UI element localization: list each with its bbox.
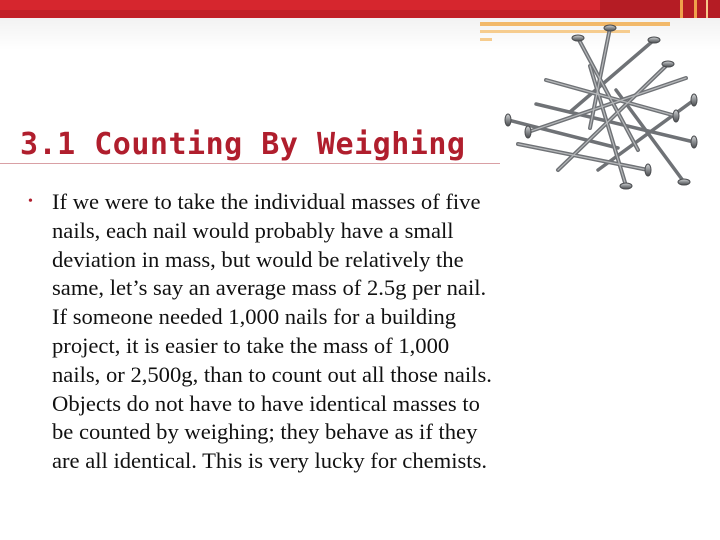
paragraph-line: nails, each nail would probably have a small xyxy=(52,217,454,243)
bullet-item xyxy=(28,188,668,476)
paragraph-line: If we were to take the individual masses of five xyxy=(52,189,481,214)
nails-image xyxy=(498,20,708,200)
paragraph-line: are all identical. This is very lucky for chemists. xyxy=(52,448,488,474)
title-container xyxy=(20,122,540,168)
paragraph-line: Objects do not have to have identical masses to xyxy=(52,390,480,416)
paragraph-line: project, it is easier to take the mass of 1,000 xyxy=(52,332,450,358)
paragraph-line: If someone needed 1,000 nails for a building xyxy=(52,304,457,330)
title-divider xyxy=(0,163,500,164)
paragraph-line: same, let’s say an average mass of 2.5g per nail. xyxy=(52,275,487,301)
bullet-list xyxy=(28,188,668,476)
paragraph-line: nails, or 2,500g, than to count out all those nails. xyxy=(52,361,492,387)
paragraph-line: be counted by weighing; they behave as if they xyxy=(52,419,478,445)
slide-title: 3.1 Counting By Weighing xyxy=(20,127,466,162)
paragraph-line: deviation in mass, but would be relatively the xyxy=(52,246,464,272)
bullet-paragraph xyxy=(52,188,492,476)
bullet-icon: • xyxy=(28,194,33,209)
